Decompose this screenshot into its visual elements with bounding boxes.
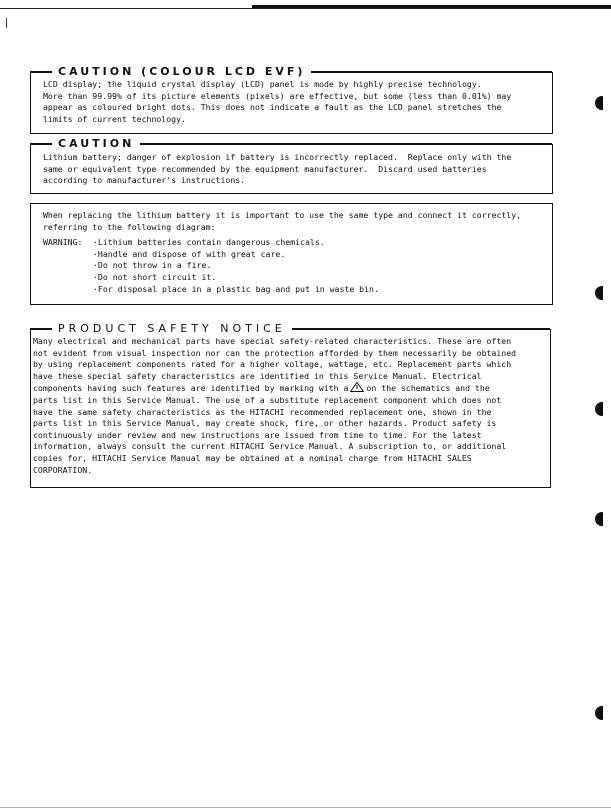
text-line: according to manufacturer's instructions. xyxy=(43,175,246,186)
product-safety-body xyxy=(33,330,550,476)
caution-lcd-header xyxy=(31,64,552,78)
text-line: More than 99.99% of its picture elements (pixels) are effective, but some (less than 0.01%) may xyxy=(43,90,512,101)
caution-lcd-body xyxy=(43,73,552,125)
bottom-rule xyxy=(0,807,611,808)
text-line: Lithium battery; danger of explosion if battery is incorrectly replaced. Replace only with the xyxy=(43,152,512,162)
corner-mark xyxy=(6,18,7,28)
lithium-notice-section xyxy=(30,203,553,305)
warning-item: ·Lithium batteries contain dangerous chemicals. xyxy=(93,237,325,248)
text-line: information, always consult the current HITACHI Service Manual. A subscription to, or additional xyxy=(33,441,507,452)
caution-battery-body xyxy=(43,145,552,187)
binder-tab-mark xyxy=(595,286,603,300)
text-line: copies for, HITACHI Service Manual may be obtained at a nominal charge from HITACHI SALES xyxy=(33,452,472,463)
caution-battery-header xyxy=(31,136,552,150)
top-rule xyxy=(0,8,611,9)
warning-block xyxy=(43,237,552,295)
text-line: LCD display; the liquid crystal display (LCD) panel is mode by highly precise technology. xyxy=(43,79,482,89)
text-line: appear as coloured bright dots. This does not indicate a fault as the LCD panel stretches the xyxy=(43,102,502,113)
warning-item: ·For disposal place in a plastic bag and put in waste bin. xyxy=(93,283,379,294)
text-line: limits of current technology. xyxy=(43,113,186,124)
text-line: parts list in this Service Manual. The use of a substitute replacement component which does not xyxy=(33,394,502,405)
caution-lcd-title: CAUTION (COLOUR LCD EVF) xyxy=(52,65,311,78)
text-line: When replacing the lithium battery it is important to use the same type and connect it correctly, xyxy=(43,210,522,220)
caution-lcd-section xyxy=(30,64,553,134)
caution-battery-section xyxy=(30,136,553,194)
warning-list xyxy=(93,237,379,295)
header-dash xyxy=(30,71,52,72)
binder-tab-mark xyxy=(595,402,603,416)
icon-line-before: components having such features are identified by marking with a xyxy=(33,383,349,394)
header-line xyxy=(311,71,552,72)
caution-battery-title: CAUTION xyxy=(52,137,140,150)
top-rule-heavy xyxy=(252,5,611,8)
binder-tab-mark xyxy=(595,512,603,526)
text-line: Many electrical and mechanical parts have special safety-related characteristics. These are often xyxy=(33,336,512,346)
product-safety-section xyxy=(30,321,551,488)
icon-line-after: on the schematics and the xyxy=(366,383,490,394)
warning-item: ·Handle and dispose of with great care. xyxy=(93,248,286,259)
warning-label: WARNING: xyxy=(43,237,83,248)
warning-item: ·Do not throw in a fire. xyxy=(93,260,212,271)
warning-triangle-icon xyxy=(350,382,364,392)
header-line xyxy=(292,328,550,329)
text-line: continuously under review and new instructions are issued from time to time. For the latest xyxy=(33,429,482,440)
header-dash xyxy=(30,143,52,144)
header-dash xyxy=(30,328,52,329)
header-line xyxy=(140,143,552,144)
product-safety-header xyxy=(31,321,550,335)
warning-item: ·Do not short circuit it. xyxy=(93,271,217,282)
text-line: have these special safety characteristics are identified in this Service Manual. Electrical xyxy=(33,370,482,381)
text-line: not evident from visual inspection nor can the protection afforded by them necessarily be obtained xyxy=(33,347,517,358)
text-line: CORPORATION. xyxy=(33,464,93,475)
text-line: same or equivalent type recommended by the equipment manufacturer. Discard used batteries xyxy=(43,163,487,174)
text-line: by using replacement components rated for a higher voltage, wattage, etc. Replacement parts which xyxy=(33,359,512,370)
binder-tab-mark xyxy=(595,96,603,110)
product-safety-title: PRODUCT SAFETY NOTICE xyxy=(52,322,292,335)
text-line: referring to the following diagram: xyxy=(43,221,216,232)
text-line: have the same safety characteristics as the HITACHI recommended replacement one, shown in the xyxy=(33,406,492,417)
text-line: parts list in this Service Manual, may create shock, fire, or other hazards. Product safety is xyxy=(33,418,497,429)
binder-tab-mark xyxy=(595,706,603,720)
icon-text-line xyxy=(33,382,550,395)
